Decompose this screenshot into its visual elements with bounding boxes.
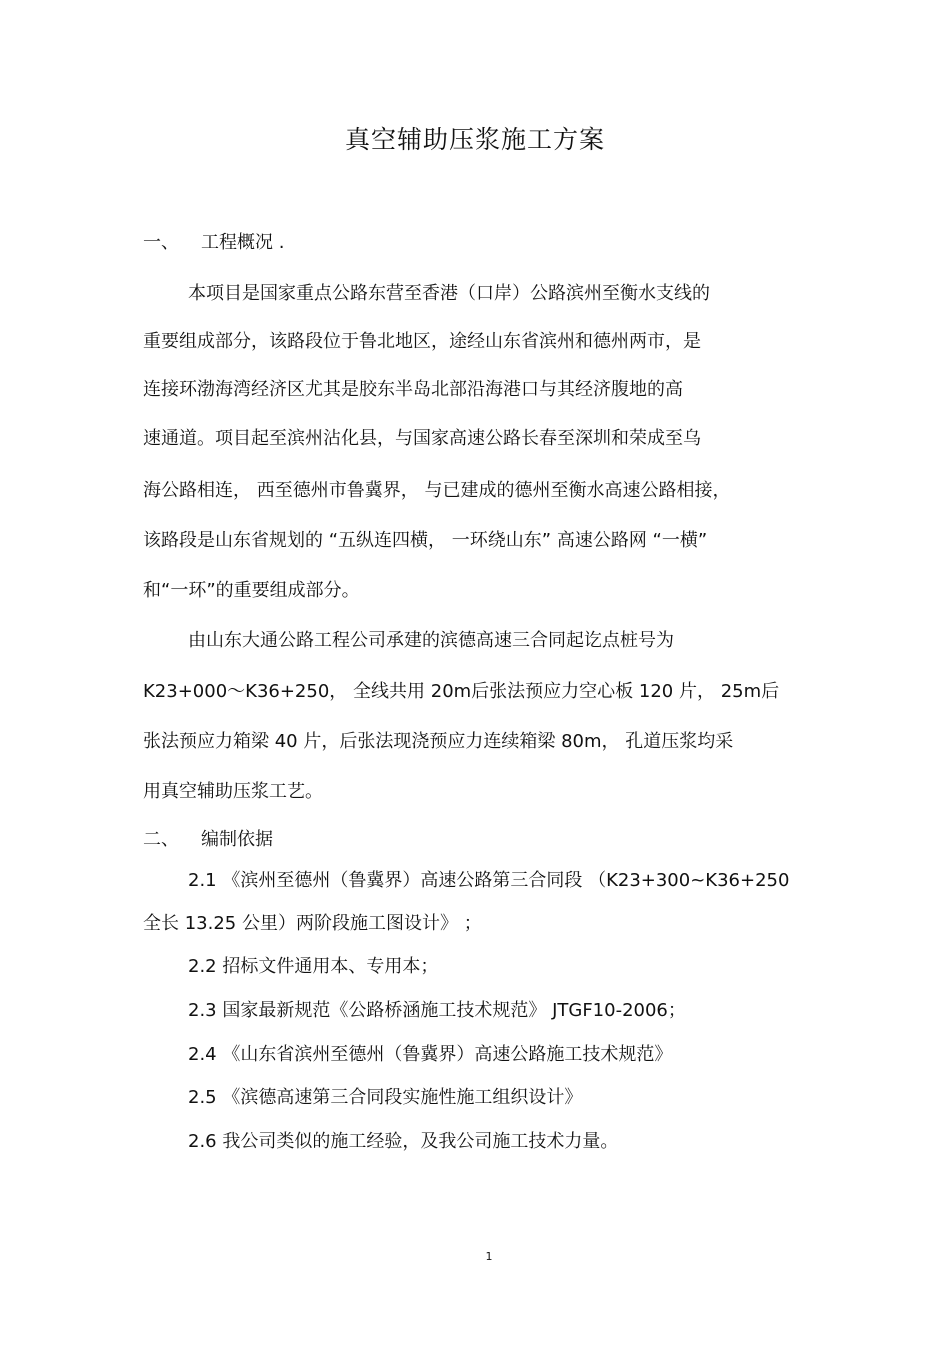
section-number: 一、 [143,232,179,253]
paragraph-line: 张法预应力箱梁 40 片，后张法现浇预应力连续箱梁 80m， 孔道压浆均采 [143,731,734,752]
paragraph-line: 由山东大通公路工程公司承建的滨德高速三合同起讫点桩号为 [188,630,674,651]
basis-item: 2.3 国家最新规范《公路桥涵施工技术规范》 JTGF10-2006； [188,1000,686,1021]
section-heading-overview [143,231,284,255]
paragraph-line: 和“一环”的重要组成部分。 [143,580,360,601]
basis-item: 2.1 《滨州至德州（鲁冀界）高速公路第三合同段 （K23+300~K36+250 [188,870,790,891]
basis-item: 2.2 招标文件通用本、专用本； [188,956,439,977]
paragraph-line: 连接环渤海湾经济区尤其是胶东半岛北部沿海港口与其经济腹地的高 [143,379,683,400]
section-heading-basis [143,828,273,852]
section-title: 编制依据 [201,829,273,850]
section-title: 工程概况 . [201,232,285,253]
paragraph-line: 用真空辅助压浆工艺。 [143,781,323,802]
paragraph-line: 海公路相连， 西至德州市鲁冀界， 与已建成的德州至衡水高速公路相接， [143,480,731,501]
paragraph-line: K23+000～K36+250， 全线共用 20m后张法预应力空心板 120 片， 25m后 [143,681,780,702]
page-number: 1 [485,1250,493,1263]
document-title: 真空辅助压浆施工方案 [344,125,605,154]
basis-item: 2.5 《滨德高速第三合同段实施性施工组织设计》 [188,1087,583,1108]
paragraph-line: 速通道。项目起至滨州沾化县，与国家高速公路长春至深圳和荣成至乌 [143,428,701,449]
basis-item: 2.4 《山东省滨州至德州（鲁冀界）高速公路施工技术规范》 [188,1044,673,1065]
paragraph-line: 本项目是国家重点公路东营至香港（口岸）公路滨州至衡水支线的 [188,283,710,304]
paragraph-line: 该路段是山东省规划的 “五纵连四横， 一环绕山东” 高速公路网 “一横” [143,530,708,551]
basis-item-continuation: 全长 13.25 公里）两阶段施工图设计》 ； [143,913,482,934]
basis-item: 2.6 我公司类似的施工经验，及我公司施工技术力量。 [188,1131,619,1152]
section-number: 二、 [143,829,179,850]
paragraph-line: 重要组成部分，该路段位于鲁北地区，途经山东省滨州和德州两市，是 [143,331,701,352]
